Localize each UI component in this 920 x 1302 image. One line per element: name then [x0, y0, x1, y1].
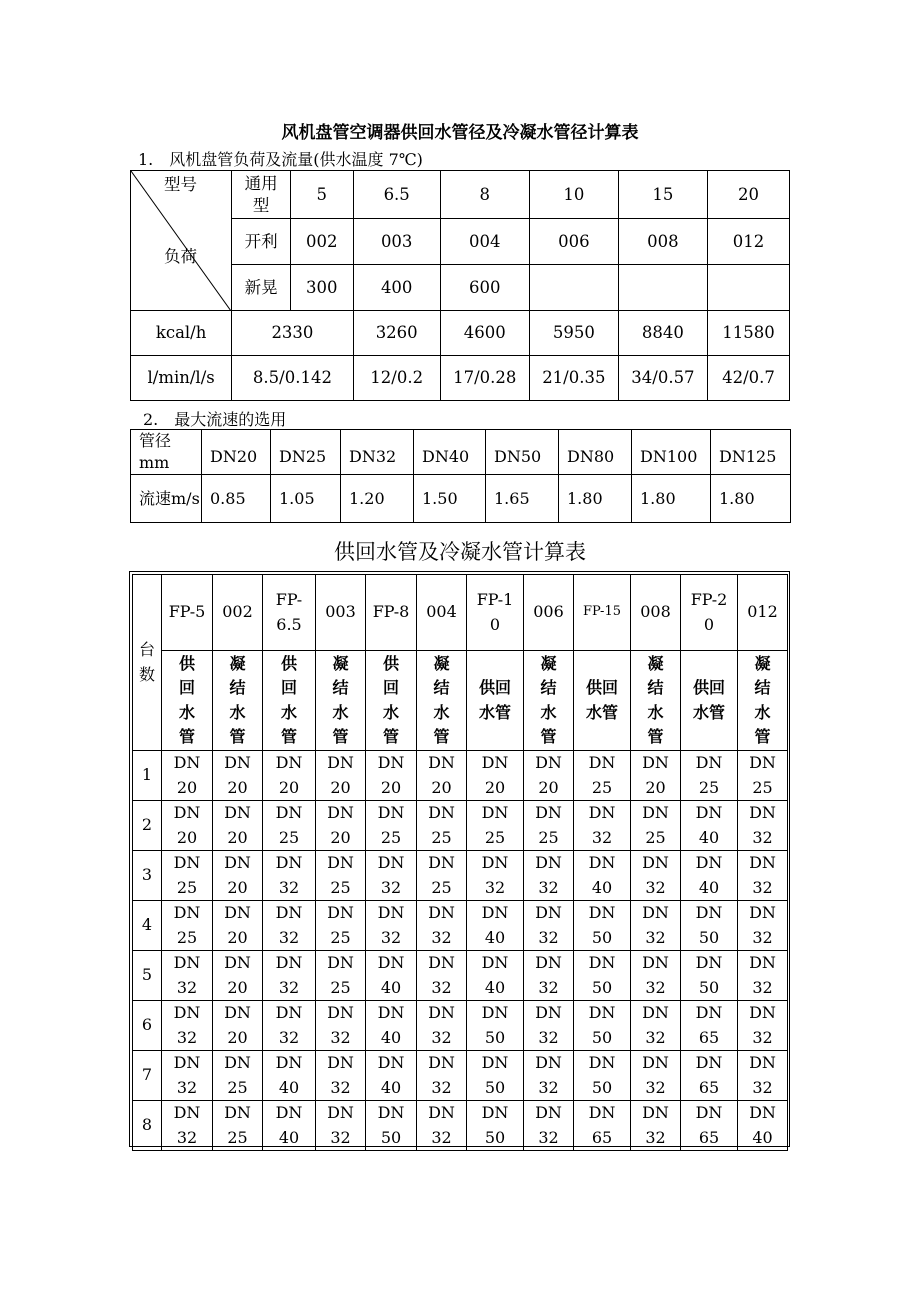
table-row — [133, 1051, 788, 1101]
count-cell: 1 — [133, 751, 162, 801]
model-header: 002 — [213, 575, 263, 651]
count-cell: 7 — [133, 1051, 162, 1101]
flow-cell: 12/0.2 — [353, 356, 440, 401]
pipe-size-cell: DN32 — [263, 951, 316, 1001]
pipe-size-cell: DN20 — [162, 801, 213, 851]
pipe-size-cell: DN32 — [574, 801, 631, 851]
pipe-size-cell: DN25 — [316, 901, 366, 951]
corner-bottom-label: 负荷 — [164, 247, 197, 266]
pipe-size-cell: DN32 — [263, 1001, 316, 1051]
corner-top-label: 型号 — [164, 175, 197, 194]
pipe-size-cell: DN32 — [417, 1101, 467, 1151]
row-kcal-label: kcal/h — [131, 311, 232, 356]
xinhuang-cell: 300 — [290, 265, 353, 311]
model-header: FP-10 — [467, 575, 524, 651]
table-row — [133, 901, 788, 951]
pipe-size-cell: DN25 — [162, 851, 213, 901]
pipe-size-cell: DN40 — [467, 951, 524, 1001]
pipe-size-cell: DN25 — [316, 851, 366, 901]
pipe-size-cell: DN50 — [366, 1101, 417, 1151]
pipe-type-header: 供回水管 — [574, 651, 631, 751]
model-header: FP-8 — [366, 575, 417, 651]
pipe-size-cell: DN65 — [681, 1001, 738, 1051]
pipe-size-cell: DN25 — [467, 801, 524, 851]
pipe-size-cell: DN32 — [417, 1001, 467, 1051]
pipe-size-cell: DN20 — [263, 751, 316, 801]
pipe-size-cell: DN20 — [316, 751, 366, 801]
pipe-size-cell: DN65 — [574, 1101, 631, 1151]
pipe-size-cell: DN32 — [631, 951, 681, 1001]
velocity-cell: 1.80 — [632, 475, 711, 523]
load-flow-table — [130, 170, 790, 401]
pipe-type-header: 供回水管 — [366, 651, 417, 751]
corner-header-cell — [131, 171, 232, 311]
pipe-size-cell: DN50 — [681, 951, 738, 1001]
pipe-size-cell: DN20 — [366, 751, 417, 801]
pipe-size-cell: DN32 — [162, 1101, 213, 1151]
velocity-cell: 0.85 — [202, 475, 271, 523]
kaili-cell: 008 — [618, 219, 707, 265]
pipe-size-cell: DN20 — [213, 951, 263, 1001]
count-label: 台数 — [139, 640, 156, 684]
count-cell: 2 — [133, 801, 162, 851]
pipe-size-cell: DN32 — [417, 951, 467, 1001]
flow-cell: 17/0.28 — [440, 356, 529, 401]
pipe-size-cell: DN25 — [681, 751, 738, 801]
kaili-cell: 004 — [440, 219, 529, 265]
pipe-size-cell: DN25 — [417, 851, 467, 901]
velocity-cell: 1.05 — [271, 475, 341, 523]
pipe-size-cell: DN40 — [467, 901, 524, 951]
velocity-label: 流速m/s — [131, 475, 202, 523]
pipe-size-cell: DN25 — [213, 1101, 263, 1151]
flow-cell: 42/0.7 — [707, 356, 789, 401]
pipe-size-cell: DN32 — [631, 1051, 681, 1101]
pipe-size-cell: DN32 — [417, 1051, 467, 1101]
pipe-size-cell: DN25 — [631, 801, 681, 851]
xinhuang-cell: 400 — [353, 265, 440, 311]
model-header: FP-15 — [574, 575, 631, 651]
section-2-title: 2. 最大流速的选用 — [143, 410, 287, 429]
pipe-size-cell: DN50 — [574, 1001, 631, 1051]
pipe-size-cell: DN20 — [213, 801, 263, 851]
diameter-label: 管径mm — [131, 430, 202, 475]
pipe-size-cell: DN40 — [263, 1051, 316, 1101]
pipe-size-cell: DN32 — [316, 1101, 366, 1151]
pipe-size-cell: DN32 — [631, 1101, 681, 1151]
pipe-size-cell: DN50 — [467, 1051, 524, 1101]
pipe-size-cell: DN25 — [366, 801, 417, 851]
pipe-size-cell: DN25 — [213, 1051, 263, 1101]
type-cell: 15 — [618, 171, 707, 219]
diameter-cell: DN25 — [271, 430, 341, 475]
pipe-size-cell: DN65 — [681, 1051, 738, 1101]
flow-cell: 34/0.57 — [618, 356, 707, 401]
pipe-size-cell: DN20 — [213, 751, 263, 801]
pipe-size-cell: DN32 — [738, 901, 788, 951]
pipe-size-cell: DN20 — [162, 751, 213, 801]
pipe-size-cell: DN32 — [524, 1001, 574, 1051]
row-xinhuang-label: 新晃 — [232, 265, 291, 311]
kcal-cell: 2330 — [232, 311, 353, 356]
table-row — [133, 751, 788, 801]
diameter-cell: DN40 — [414, 430, 486, 475]
count-cell: 3 — [133, 851, 162, 901]
pipe-size-cell: DN32 — [631, 1001, 681, 1051]
table-row — [133, 1101, 788, 1151]
xinhuang-cell: 600 — [440, 265, 529, 311]
pipe-size-cell: DN25 — [316, 951, 366, 1001]
pipe-size-cell: DN50 — [574, 901, 631, 951]
velocity-cell: 1.80 — [559, 475, 632, 523]
velocity-cell: 1.50 — [414, 475, 486, 523]
pipe-size-cell: DN20 — [213, 1001, 263, 1051]
diameter-cell: DN20 — [202, 430, 271, 475]
count-cell: 6 — [133, 1001, 162, 1051]
model-header: 012 — [738, 575, 788, 651]
pipe-size-cell: DN32 — [738, 951, 788, 1001]
pipe-size-cell: DN32 — [316, 1001, 366, 1051]
pipe-type-header: 供回水管 — [467, 651, 524, 751]
kaili-cell: 012 — [707, 219, 789, 265]
pipe-size-cell: DN32 — [263, 901, 316, 951]
pipe-type-header: 供回水管 — [162, 651, 213, 751]
pipe-type-header: 凝结水管 — [738, 651, 788, 751]
pipe-size-cell: DN25 — [162, 901, 213, 951]
kcal-cell: 3260 — [353, 311, 440, 356]
pipe-size-cell: DN32 — [524, 851, 574, 901]
document-title: 风机盘管空调器供回水管径及冷凝水管径计算表 — [281, 123, 639, 143]
pipe-size-cell: DN40 — [681, 851, 738, 901]
pipe-size-cell: DN32 — [467, 851, 524, 901]
count-header — [133, 575, 162, 751]
pipe-size-cell: DN50 — [574, 951, 631, 1001]
pipe-size-cell: DN32 — [738, 851, 788, 901]
pipe-size-cell: DN20 — [213, 851, 263, 901]
xinhuang-cell — [618, 265, 707, 311]
pipe-size-cell: DN20 — [631, 751, 681, 801]
pipe-size-cell: DN40 — [574, 851, 631, 901]
pipe-size-cell: DN20 — [316, 801, 366, 851]
kcal-cell: 11580 — [707, 311, 789, 356]
pipe-size-cell: DN32 — [366, 901, 417, 951]
pipe-type-header: 凝结水管 — [524, 651, 574, 751]
pipe-size-cell: DN20 — [467, 751, 524, 801]
count-cell: 8 — [133, 1101, 162, 1151]
model-header: 008 — [631, 575, 681, 651]
pipe-size-cell: DN32 — [524, 901, 574, 951]
model-header: FP-20 — [681, 575, 738, 651]
pipe-type-header: 供回水管 — [681, 651, 738, 751]
velocity-cell: 1.80 — [711, 475, 791, 523]
pipe-size-cell: DN50 — [681, 901, 738, 951]
pipe-size-cell: DN25 — [417, 801, 467, 851]
pipe-size-cell: DN50 — [467, 1101, 524, 1151]
count-cell: 4 — [133, 901, 162, 951]
model-header: FP-6.5 — [263, 575, 316, 651]
pipe-size-cell: DN32 — [738, 1051, 788, 1101]
diameter-cell: DN32 — [341, 430, 414, 475]
pipe-size-table — [132, 574, 788, 1151]
pipe-size-cell: DN32 — [366, 851, 417, 901]
pipe-type-header: 凝结水管 — [213, 651, 263, 751]
pipe-size-cell: DN25 — [738, 751, 788, 801]
pipe-size-cell: DN40 — [738, 1101, 788, 1151]
pipe-size-cell: DN25 — [574, 751, 631, 801]
pipe-size-cell: DN32 — [162, 951, 213, 1001]
pipe-size-cell: DN32 — [738, 801, 788, 851]
diameter-cell: DN125 — [711, 430, 791, 475]
kcal-cell: 5950 — [529, 311, 618, 356]
model-header: 004 — [417, 575, 467, 651]
kcal-cell: 8840 — [618, 311, 707, 356]
pipe-size-cell: DN40 — [263, 1101, 316, 1151]
pipe-size-cell: DN32 — [631, 901, 681, 951]
pipe-size-cell: DN65 — [681, 1101, 738, 1151]
pipe-size-cell: DN32 — [631, 851, 681, 901]
table-row — [133, 801, 788, 851]
type-cell: 20 — [707, 171, 789, 219]
pipe-size-cell: DN50 — [574, 1051, 631, 1101]
pipe-size-cell: DN50 — [467, 1001, 524, 1051]
type-cell: 6.5 — [353, 171, 440, 219]
diameter-cell: DN100 — [632, 430, 711, 475]
velocity-cell: 1.65 — [486, 475, 559, 523]
row-type-label: 通用型 — [232, 171, 291, 219]
pipe-type-header: 供回水管 — [263, 651, 316, 751]
pipe-size-cell: DN20 — [213, 901, 263, 951]
table-row — [133, 951, 788, 1001]
pipe-type-header: 凝结水管 — [316, 651, 366, 751]
pipe-size-cell: DN40 — [681, 801, 738, 851]
pipe-size-cell: DN32 — [316, 1051, 366, 1101]
pipe-size-cell: DN32 — [263, 851, 316, 901]
pipe-size-cell: DN20 — [524, 751, 574, 801]
pipe-size-cell: DN25 — [263, 801, 316, 851]
pipe-size-cell: DN40 — [366, 1051, 417, 1101]
kcal-cell: 4600 — [440, 311, 529, 356]
type-cell: 10 — [529, 171, 618, 219]
type-cell: 5 — [290, 171, 353, 219]
row-kaili-label: 开利 — [232, 219, 291, 265]
flow-cell: 8.5/0.142 — [232, 356, 353, 401]
velocity-table — [130, 429, 791, 523]
pipe-size-cell: DN20 — [417, 751, 467, 801]
table3-title: 供回水管及冷凝水管计算表 — [334, 540, 586, 564]
xinhuang-cell — [707, 265, 789, 311]
xinhuang-cell — [529, 265, 618, 311]
model-header: FP-5 — [162, 575, 213, 651]
table-row — [133, 851, 788, 901]
diameter-cell: DN50 — [486, 430, 559, 475]
pipe-type-header: 凝结水管 — [631, 651, 681, 751]
model-header: 003 — [316, 575, 366, 651]
pipe-size-cell: DN32 — [524, 1101, 574, 1151]
diameter-cell: DN80 — [559, 430, 632, 475]
velocity-cell: 1.20 — [341, 475, 414, 523]
flow-cell: 21/0.35 — [529, 356, 618, 401]
row-flow-label: l/min/l/s — [131, 356, 232, 401]
pipe-size-cell: DN32 — [417, 901, 467, 951]
kaili-cell: 006 — [529, 219, 618, 265]
pipe-size-cell: DN32 — [162, 1001, 213, 1051]
kaili-cell: 003 — [353, 219, 440, 265]
pipe-type-header: 凝结水管 — [417, 651, 467, 751]
pipe-size-cell: DN32 — [524, 951, 574, 1001]
pipe-size-cell: DN32 — [738, 1001, 788, 1051]
count-cell: 5 — [133, 951, 162, 1001]
section-1-title: 1. 风机盘管负荷及流量(供水温度 7℃) — [138, 150, 423, 169]
pipe-size-cell: DN40 — [366, 1001, 417, 1051]
pipe-size-cell: DN40 — [366, 951, 417, 1001]
table-row — [133, 1001, 788, 1051]
model-header: 006 — [524, 575, 574, 651]
type-cell: 8 — [440, 171, 529, 219]
pipe-size-cell: DN32 — [162, 1051, 213, 1101]
pipe-size-cell: DN25 — [524, 801, 574, 851]
pipe-size-cell: DN32 — [524, 1051, 574, 1101]
kaili-cell: 002 — [290, 219, 353, 265]
